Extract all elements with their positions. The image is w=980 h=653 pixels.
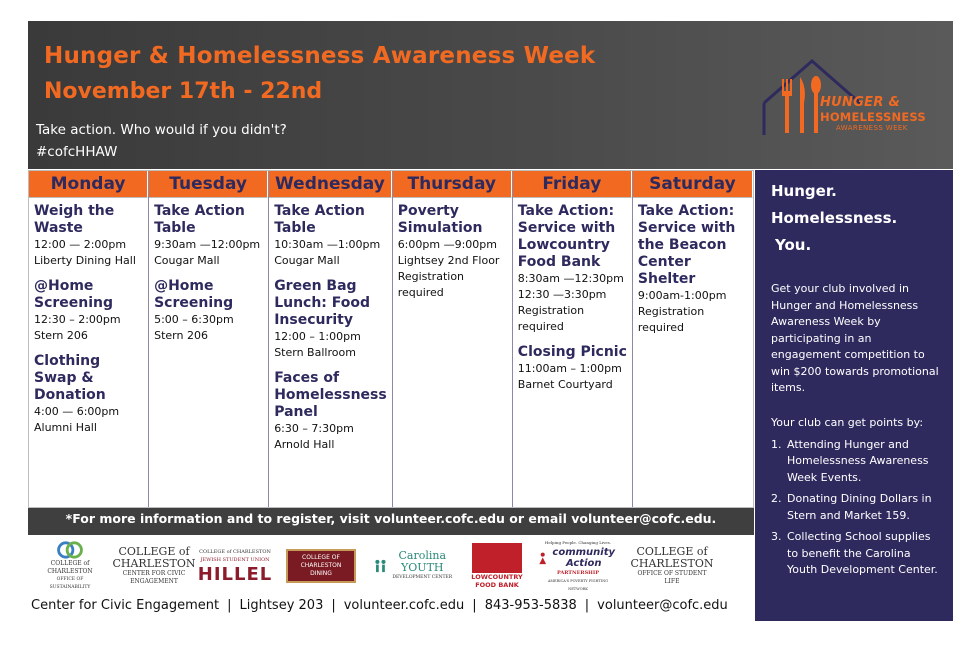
hhaw-logo xyxy=(760,51,940,141)
day-events xyxy=(29,198,148,436)
sidebar-paragraph: Get your club involved in Hunger and Homelessness Awareness Week by participating in an engagement competition to win $200 towards promotional items. xyxy=(771,282,939,394)
day-header: Saturday xyxy=(633,171,753,198)
event-item xyxy=(154,203,263,269)
event-detail: 10:30am —1:00pm xyxy=(274,238,381,251)
event-detail: 5:00 – 6:30pm xyxy=(154,313,234,326)
event-detail: Cougar Mall xyxy=(154,254,220,267)
event-item xyxy=(274,278,387,361)
student-life-logo: COLLEGE of CHARLESTON OFFICE OF STUDENT LIFE xyxy=(630,545,714,585)
event-detail: 12:00 — 2:00pm xyxy=(34,238,127,251)
food-bank-logo: LOWCOUNTRY FOOD BANK xyxy=(468,540,526,592)
event-detail: 9:30am —12:00pm xyxy=(154,238,261,251)
sidebar-competition xyxy=(755,170,953,621)
tagline: Take action. Who would if you didn't? xyxy=(36,122,287,138)
day-events xyxy=(149,198,268,344)
event-detail: 12:30 – 2:00pm xyxy=(34,313,121,326)
contact-room: Lightsey 203 xyxy=(239,598,324,613)
schedule-grid xyxy=(28,170,754,508)
day-column-monday xyxy=(29,171,149,507)
action-figure-icon xyxy=(538,549,547,567)
cofc-circles-icon xyxy=(53,540,87,560)
event-detail: 4:00 — 6:00pm xyxy=(34,405,120,418)
day-events xyxy=(269,198,392,453)
event-item xyxy=(518,344,627,393)
event-title: Weigh the Waste xyxy=(34,203,115,236)
event-item xyxy=(34,203,143,269)
info-bar: *For more information and to register, visit volunteer.cofc.edu or email volunteer@cofc.edu. xyxy=(28,508,754,535)
day-column-wednesday xyxy=(269,171,393,507)
event-detail: Stern Ballroom xyxy=(274,346,356,359)
sidebar-subheading: Your club can get points by: xyxy=(771,415,924,429)
event-title: Take Action: Service with Lowcountry Food Bank xyxy=(517,203,616,270)
event-detail: 12:00 – 1:00pm xyxy=(274,330,361,343)
dining-logo: COLLEGE OF CHARLESTON DINING xyxy=(284,540,358,592)
day-column-saturday xyxy=(633,171,753,507)
day-column-thursday xyxy=(393,171,513,507)
event-detail: Registration required xyxy=(397,270,465,299)
page-title: Hunger & Homelessness Awareness Week xyxy=(44,43,596,69)
contact-office: Center for Civic Engagement xyxy=(31,598,220,613)
event-detail: Lightsey 2nd Floor xyxy=(397,254,500,267)
event-item xyxy=(274,203,387,269)
contact-website[interactable]: volunteer.cofc.edu xyxy=(343,598,465,613)
event-item xyxy=(154,278,263,344)
event-item xyxy=(274,370,387,453)
event-title: Clothing Swap & Donation xyxy=(34,353,106,403)
day-events xyxy=(513,198,632,393)
day-events xyxy=(393,198,512,301)
event-detail: Liberty Dining Hall xyxy=(34,254,136,267)
contact-info: Center for Civic Engagement | Lightsey 203 | volunteer.cofc.edu | 843-953-5838 | volunteer@cofc.edu xyxy=(31,598,728,613)
event-title: Take Action Table xyxy=(154,203,245,236)
event-title: Faces of Homelessness Panel xyxy=(274,370,387,420)
event-detail: Barnet Courtyard xyxy=(517,378,613,391)
sponsor-logos xyxy=(40,540,750,596)
sidebar-heading-3: You. xyxy=(775,236,812,254)
event-detail: Alumni Hall xyxy=(34,421,97,434)
day-header: Tuesday xyxy=(149,171,268,198)
civic-engagement-logo: COLLEGE of CHARLESTON CENTER FOR CIVIC ENGAGEMENT xyxy=(112,545,196,585)
event-item xyxy=(518,203,627,335)
day-header: Wednesday xyxy=(269,171,392,198)
hashtag: #cofcHHAW xyxy=(36,144,118,160)
day-events xyxy=(633,198,753,336)
event-title: @Home Screening xyxy=(154,278,234,311)
day-header: Monday xyxy=(29,171,148,198)
event-title: Take Action: Service with the Beacon Center Shelter xyxy=(637,203,736,287)
contact-phone: 843-953-5838 xyxy=(484,598,577,613)
sustainability-logo: COLLEGE of CHARLESTON OFFICE OF SUSTAINABILITY xyxy=(40,540,100,592)
day-header: Thursday xyxy=(393,171,512,198)
event-item xyxy=(34,353,143,436)
event-title: Green Bag Lunch: Food Insecurity xyxy=(274,278,371,328)
list-item: 1. Attending Hunger and Homelessness Awareness Week Events. xyxy=(771,437,929,484)
event-item xyxy=(398,203,507,301)
header-banner xyxy=(28,21,953,169)
event-detail: 9:00am-1:00pm xyxy=(637,289,727,302)
hillel-logo: COLLEGE of CHARLESTON JEWISH STUDENT UNION HILLEL xyxy=(197,548,273,585)
logo-line2: HOMELESSNESS xyxy=(820,110,926,124)
sidebar-heading-2: Homelessness. xyxy=(771,209,898,227)
event-detail: 11:00am – 1:00pm xyxy=(517,362,622,375)
points-list xyxy=(771,437,939,579)
event-detail: Cougar Mall xyxy=(274,254,340,267)
event-item xyxy=(638,203,748,336)
day-column-friday xyxy=(513,171,633,507)
event-detail: Registration required xyxy=(637,305,705,334)
day-column-tuesday xyxy=(149,171,269,507)
list-item: 3. Collecting School supplies to benefit the Carolina Youth Development Center. xyxy=(771,530,938,576)
people-icon xyxy=(374,555,388,577)
event-item xyxy=(34,278,143,344)
event-title: @Home Screening xyxy=(34,278,114,311)
event-title: Closing Picnic xyxy=(517,344,627,360)
event-detail: 12:30 —3:30pm xyxy=(517,288,607,301)
list-item: 2. Donating Dining Dollars in Stern and Market 159. xyxy=(771,492,932,522)
event-detail: 8:30am —12:30pm xyxy=(517,272,624,285)
event-detail: Registration required xyxy=(517,304,585,333)
sidebar-heading-1: Hunger. xyxy=(771,182,837,200)
event-detail: 6:30 – 7:30pm xyxy=(274,422,354,435)
community-action-logo: Helping People. Changing Lives. community Action PARTNERSHIP AMERICA'S POVERTY FIGHTING NETWORK xyxy=(538,540,618,592)
event-detail: Stern 206 xyxy=(34,329,88,342)
event-title: Take Action Table xyxy=(274,203,365,236)
cydc-logo: Carolina YOUTH DEVELOPMENT CENTER xyxy=(374,540,454,592)
event-detail: 6:00pm —9:00pm xyxy=(397,238,497,251)
event-title: Poverty Simulation xyxy=(397,203,483,236)
logo-line1: HUNGER & xyxy=(820,95,901,110)
logo-line3: AWARENESS WEEK xyxy=(836,124,908,132)
day-header: Friday xyxy=(513,171,632,198)
event-dates: November 17th - 22nd xyxy=(44,79,323,104)
contact-email[interactable]: volunteer@cofc.edu xyxy=(597,598,728,613)
event-detail: Arnold Hall xyxy=(274,438,335,451)
event-detail: Stern 206 xyxy=(154,329,208,342)
